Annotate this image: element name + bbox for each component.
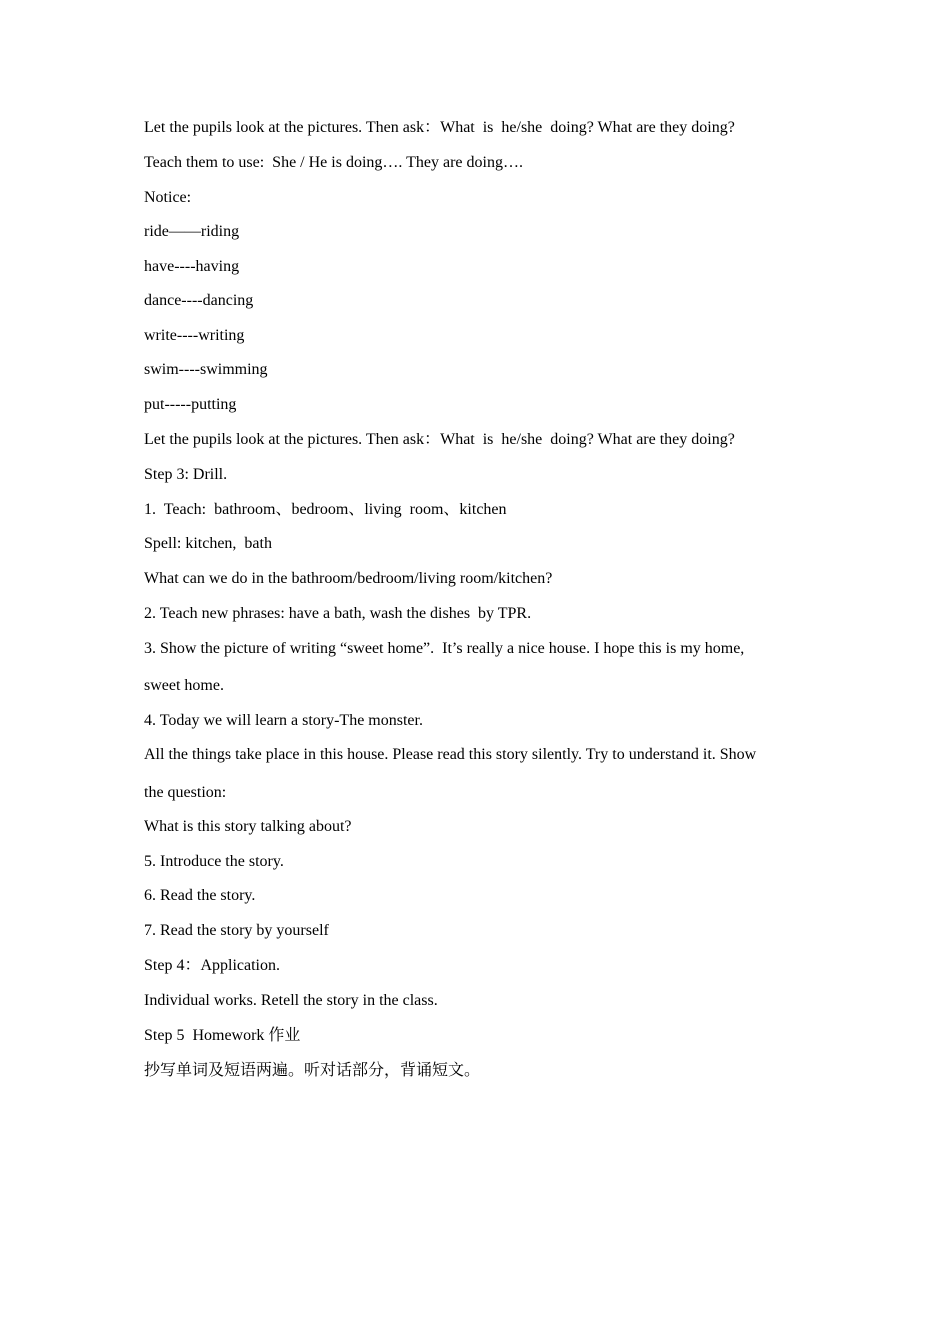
text-line: Let the pupils look at the pictures. Then ask：What is he/she doing? What are they doing? [144,119,735,136]
text-line: Let the pupils look at the pictures. Then ask：What is he/she doing? What are they doing? [144,431,735,448]
text-line: have----having [144,258,240,275]
text-line: put-----putting [144,396,237,413]
text-line: 抄写单词及短语两遍。听对话部分，背诵短文。 [144,1062,481,1079]
text-line: the question: [144,784,227,801]
text-line: swim----swimming [144,361,268,378]
text-line: 1. Teach: bathroom、bedroom、living room、kitchen [144,501,507,518]
text-line: Individual works. Retell the story in the class. [144,992,438,1009]
text-line: sweet home. [144,677,224,694]
text-line: 3. Show the picture of writing “sweet home”. It’s really a nice house. I hope this is my home, [144,640,745,657]
step-heading: Step 5 Homework 作业 [144,1027,301,1044]
text-line: Notice: [144,189,192,206]
text-line: 2. Teach new phrases: have a bath, wash the dishes by TPR. [144,605,532,622]
step-heading: Step 4：Application. [144,957,280,974]
text-line: Spell: kitchen, bath [144,535,272,552]
text-line: What can we do in the bathroom/bedroom/living room/kitchen? [144,570,553,587]
text-line: What is this story talking about? [144,818,352,835]
text-line: ride——riding [144,223,240,240]
text-line: 6. Read the story. [144,887,256,904]
text-line: 4. Today we will learn a story-The monster. [144,712,423,729]
text-line: All the things take place in this house. Please read this story silently. Try to understand it. Show [144,746,757,763]
text-line: dance----dancing [144,292,254,309]
text-line: write----writing [144,327,245,344]
text-line: 5. Introduce the story. [144,853,284,870]
step-heading: Step 3: Drill. [144,466,228,483]
text-line: Teach them to use: She / He is doing…. They are doing…. [144,154,523,171]
text-line: 7. Read the story by yourself [144,922,329,939]
